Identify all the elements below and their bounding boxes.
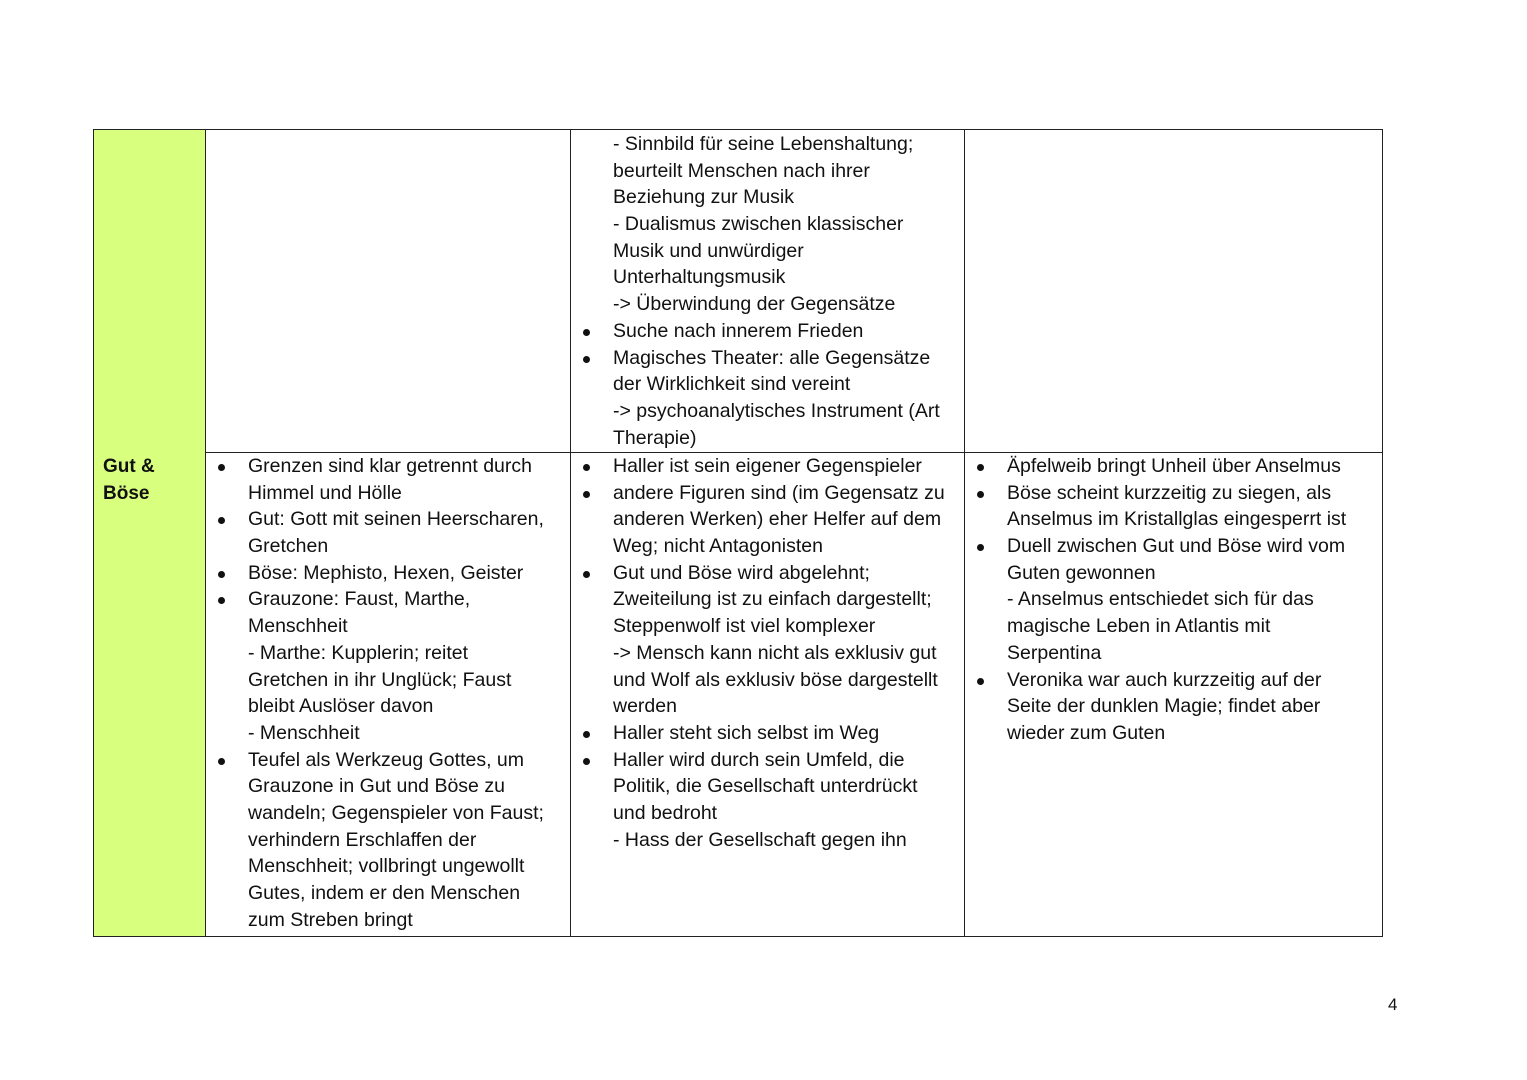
bullet-icon <box>218 464 225 471</box>
list-item-text: - Marthe: Kupplerin; reitet <box>248 641 469 664</box>
list-item-line <box>248 640 570 667</box>
list-item-text: wieder zum Guten <box>1007 721 1166 744</box>
list-item-text: Menschheit; vollbringt ungewollt <box>248 855 525 878</box>
list-item-text: Gretchen <box>248 535 329 558</box>
list-item-text: Unterhaltungsmusik <box>613 266 786 289</box>
list-item-line <box>248 533 570 560</box>
list-item-line <box>1007 720 1382 747</box>
list-item-line <box>1007 640 1382 667</box>
list-item-line <box>613 533 964 560</box>
list-item-line <box>248 560 570 587</box>
cell-text <box>965 452 1382 747</box>
bullet-icon <box>583 356 590 363</box>
row-label-cell <box>94 452 206 936</box>
list-item-line <box>248 480 570 507</box>
list-item-text: anderen Werken) eher Helfer auf dem <box>613 508 942 531</box>
list-item-line <box>613 184 964 211</box>
table-cell-col3 <box>965 452 1382 936</box>
list-item <box>613 720 964 747</box>
list-item-line <box>248 613 570 640</box>
list-item-line <box>613 773 964 800</box>
bullet-icon <box>583 758 590 765</box>
list-item <box>613 560 964 720</box>
list-item-line <box>1007 480 1382 507</box>
row-label <box>94 452 205 507</box>
table-row <box>94 130 1382 453</box>
list-item-text: - Sinnbild für seine Lebenshaltung; <box>613 133 914 155</box>
list-item-line <box>613 560 964 587</box>
list-item-line <box>613 827 964 854</box>
list-item <box>613 131 964 318</box>
list-item-text: -> Überwindung der Gegensätze <box>613 293 896 316</box>
row-label-cell <box>94 130 206 452</box>
list-item-line <box>248 747 570 774</box>
list-item-text: Haller ist sein eigener Gegenspieler <box>613 455 922 477</box>
bullet-icon <box>977 464 984 471</box>
list-item-text: und Wolf als exklusiv böse dargestellt <box>613 668 938 691</box>
bullet-icon <box>218 597 225 604</box>
list-item-text: -> Mensch kann nicht als exklusiv gut <box>613 641 937 664</box>
table-cell-col2 <box>571 452 965 936</box>
list-item-text: und bedroht <box>613 801 718 824</box>
list-item <box>248 560 570 587</box>
content-table <box>93 129 1383 937</box>
list-item-text: Gretchen in ihr Unglück; Faust <box>248 668 512 691</box>
list-item <box>248 506 570 559</box>
list-item-line <box>1007 533 1382 560</box>
list-item <box>248 747 570 934</box>
list-item-text: zum Streben bringt <box>248 908 413 931</box>
bullet-icon <box>977 678 984 685</box>
list-item-text: Politik, die Gesellschaft unterdrückt <box>613 775 918 798</box>
row-label-line: Gut & <box>103 456 155 477</box>
list-item-line <box>248 586 570 613</box>
list-item <box>613 453 964 480</box>
list-item-line <box>613 398 964 425</box>
list-item-line <box>613 345 964 372</box>
list-item-line <box>248 720 570 747</box>
table-row <box>94 452 1382 936</box>
list-item-line <box>613 800 964 827</box>
list-item-line <box>613 264 964 291</box>
list-item-text: Grenzen sind klar getrennt durch <box>248 455 532 477</box>
list-item-text: Böse scheint kurzzeitig zu siegen, als <box>1007 481 1332 504</box>
list-item-line <box>248 506 570 533</box>
list-item-line <box>1007 693 1382 720</box>
cell-text <box>571 130 964 451</box>
list-item-text: Äpfelweib bringt Unheil über Anselmus <box>1007 455 1341 477</box>
list-item <box>1007 667 1382 747</box>
list-item-text: Duell zwischen Gut und Böse wird vom <box>1007 535 1346 558</box>
bullet-icon <box>977 544 984 551</box>
bullet-icon <box>977 491 984 498</box>
list-item-text: bleibt Auslöser davon <box>248 695 434 718</box>
bullet-icon <box>583 491 590 498</box>
list-item <box>1007 453 1382 480</box>
list-item-line <box>1007 586 1382 613</box>
list-item-text: Beziehung zur Musik <box>613 186 795 209</box>
bullet-icon <box>583 731 590 738</box>
bullet-icon <box>218 517 225 524</box>
list-item-line <box>613 425 964 452</box>
list-item-line <box>248 880 570 907</box>
list-item-line <box>248 907 570 934</box>
list-item-text: - Anselmus entschiedet sich für das <box>1007 588 1314 611</box>
list-item-text: Gut und Böse wird abgelehnt; <box>613 561 870 584</box>
list-item-line <box>1007 506 1382 533</box>
list-item-text: Magisches Theater: alle Gegensätze <box>613 346 931 369</box>
table-cell-col2 <box>571 130 965 452</box>
list-item-line <box>248 853 570 880</box>
list-item-text: Weg; nicht Antagonisten <box>613 535 823 558</box>
list-item-text: Veronika war auch kurzzeitig auf der <box>1007 668 1322 691</box>
list-item-text: Musik und unwürdiger <box>613 239 804 262</box>
list-item-text: magische Leben in Atlantis mit <box>1007 615 1271 638</box>
list-item-line <box>613 480 964 507</box>
list-item-text: Gutes, indem er den Menschen <box>248 882 521 904</box>
list-item-line <box>613 131 964 158</box>
list-item-text: Haller steht sich selbst im Weg <box>613 721 880 744</box>
list-item-line <box>248 693 570 720</box>
list-item-line <box>613 211 964 238</box>
bullet-icon <box>583 329 590 336</box>
list-item-line <box>1007 453 1382 480</box>
list-item-line <box>613 453 964 480</box>
list-item-line <box>613 720 964 747</box>
list-item-line <box>248 453 570 480</box>
list-item-text: beurteilt Menschen nach ihrer <box>613 159 870 182</box>
bullet-icon <box>218 571 225 578</box>
table-cell-col1 <box>206 130 571 452</box>
list-item-line <box>613 640 964 667</box>
list-item-line <box>613 318 964 345</box>
list-item-text: andere Figuren sind (im Gegensatz zu <box>613 481 945 504</box>
list-item-text: -> psychoanalytisches Instrument (Art <box>613 399 940 422</box>
list-item-text: Anselmus im Kristallglas eingesperrt ist <box>1007 508 1347 531</box>
list-item <box>613 345 964 452</box>
list-item-text: Menschheit <box>248 615 348 638</box>
list-item-text: verhindern Erschlaffen der <box>248 828 477 851</box>
list-item-text: Grauzone in Gut und Böse zu <box>248 775 505 798</box>
list-item-text: Himmel und Hölle <box>248 481 402 504</box>
list-item-text: Gut: Gott mit seinen Heerscharen, <box>248 508 544 531</box>
list-item-line <box>613 291 964 318</box>
list-item-line <box>613 586 964 613</box>
list-item-text: - Hass der Gesellschaft gegen ihn <box>613 828 907 851</box>
table-cell-col3 <box>965 130 1382 452</box>
list-item-line <box>613 158 964 185</box>
list-item-text: der Wirklichkeit sind vereint <box>613 373 851 396</box>
list-item-text: Teufel als Werkzeug Gottes, um <box>248 748 525 771</box>
list-item-line <box>248 667 570 694</box>
bullet-icon <box>583 464 590 471</box>
bullet-icon <box>583 571 590 578</box>
list-item-line <box>1007 667 1382 694</box>
list-item-text: - Dualismus zwischen klassischer <box>613 213 904 236</box>
list-item <box>1007 533 1382 666</box>
cell-text <box>206 452 570 933</box>
list-item-line <box>248 800 570 827</box>
list-item-text: Steppenwolf ist viel komplexer <box>613 615 876 638</box>
list-item-line <box>248 773 570 800</box>
list-item-text: - Menschheit <box>248 721 360 744</box>
list-item-line <box>1007 560 1382 587</box>
list-item-line <box>613 667 964 694</box>
list-item-text: Böse: Mephisto, Hexen, Geister <box>248 561 524 584</box>
page-number: 4 <box>1388 995 1398 1014</box>
list-item-text: Therapie) <box>613 426 697 449</box>
list-item-text: Guten gewonnen <box>1007 561 1156 584</box>
list-item-line <box>1007 613 1382 640</box>
list-item-line <box>613 506 964 533</box>
list-item-line <box>248 827 570 854</box>
list-item <box>248 586 570 746</box>
list-item-text: Grauzone: Faust, Marthe, <box>248 588 471 611</box>
list-item-text: Suche nach innerem Frieden <box>613 319 864 342</box>
list-item-text: Zweiteilung ist zu einfach dargestellt; <box>613 588 932 611</box>
list-item-line <box>613 371 964 398</box>
list-item-text: wandeln; Gegenspieler von Faust; <box>248 801 544 824</box>
table-cell-col1 <box>206 452 571 936</box>
list-item <box>248 453 570 506</box>
cell-text <box>571 452 964 853</box>
list-item-line <box>613 747 964 774</box>
list-item-line <box>613 693 964 720</box>
list-item-text: Seite der dunklen Magie; findet aber <box>1007 695 1321 718</box>
list-item-line <box>613 613 964 640</box>
row-label-line: Böse <box>103 482 150 504</box>
bullet-icon <box>218 758 225 765</box>
list-item <box>613 747 964 854</box>
list-item-line <box>613 238 964 265</box>
list-item-text: werden <box>613 695 677 718</box>
list-item <box>1007 480 1382 533</box>
list-item <box>613 480 964 560</box>
list-item-text: Serpentina <box>1007 641 1102 664</box>
list-item-text: Haller wird durch sein Umfeld, die <box>613 748 905 771</box>
list-item <box>613 318 964 345</box>
